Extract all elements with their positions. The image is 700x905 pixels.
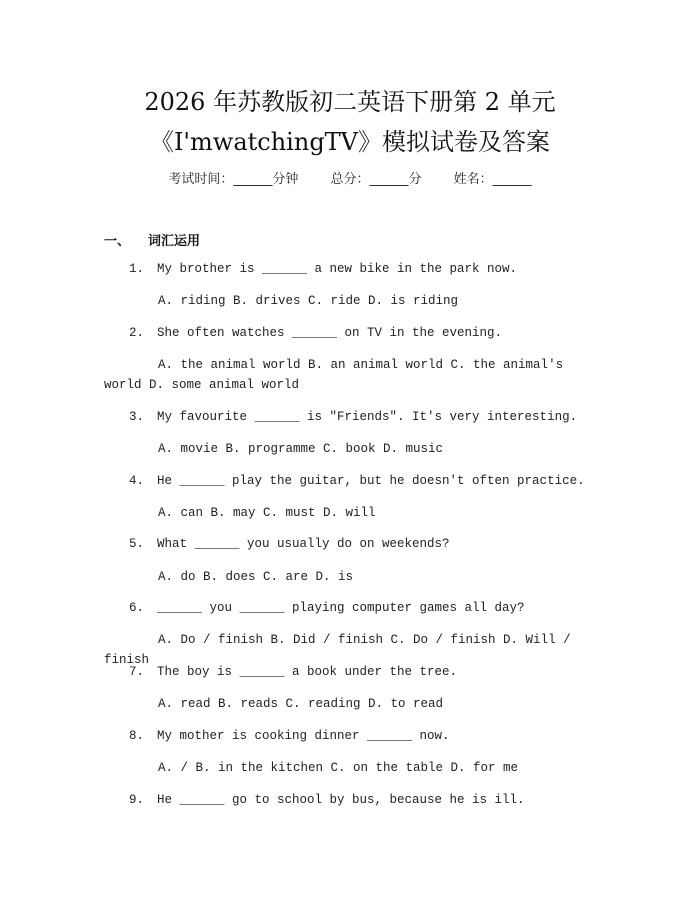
question-number: 1. — [129, 262, 145, 276]
question-options: A. the animal world B. an animal world C. the animal's world D. some animal world — [104, 358, 564, 392]
question-text: My brother is ______ a new bike in the park now. — [157, 262, 518, 276]
exam-time-field: 考试时间：______分钟 — [168, 172, 299, 187]
question-text: She often watches ______ on TV in the evening. — [157, 326, 503, 340]
question-text: My favourite ______ is "Friends". It's very interesting. — [157, 410, 578, 424]
question-number: 5. — [129, 537, 145, 551]
question-options: A. / B. in the kitchen C. on the table D. for me — [158, 761, 519, 775]
question-number: 6. — [129, 601, 145, 615]
question-item — [129, 729, 599, 743]
section-title: 词汇运用 — [148, 234, 201, 249]
question-item — [129, 601, 599, 615]
question-text: He ______ play the guitar, but he doesn't often practice. — [157, 474, 585, 488]
page-title-line2: 《I'mwatchingTV》模拟试卷及答案 — [149, 128, 551, 156]
question-item — [129, 665, 599, 679]
section-number: 一、 — [104, 234, 131, 249]
question-options: A. movie B. programme C. book D. music — [158, 442, 444, 456]
question-item — [129, 474, 599, 488]
total-score-field: 总分：______分 — [330, 172, 422, 187]
question-number: 3. — [129, 410, 145, 424]
question-text: He ______ go to school by bus, because he is ill. — [157, 793, 525, 807]
question-item — [129, 410, 599, 424]
question-item — [129, 537, 599, 551]
question-number: 7. — [129, 665, 145, 679]
exam-info — [0, 168, 700, 187]
page-title-line1: 2026 年苏教版初二英语下册第 2 单元 — [144, 88, 556, 116]
student-name-field: 姓名：______ — [453, 172, 532, 187]
question-item — [129, 326, 599, 340]
question-item — [129, 793, 599, 807]
question-options: A. do B. does C. are D. is — [158, 570, 354, 584]
question-options: A. riding B. drives C. ride D. is riding — [158, 294, 459, 308]
question-text: What ______ you usually do on weekends? — [157, 537, 450, 551]
question-number: 2. — [129, 326, 145, 340]
question-number: 9. — [129, 793, 145, 807]
question-options: A. read B. reads C. reading D. to read — [158, 697, 444, 711]
question-text: My mother is cooking dinner ______ now. — [157, 729, 450, 743]
section-heading — [104, 230, 200, 249]
question-options: A. can B. may C. must D. will — [158, 506, 376, 520]
question-options: A. Do / finish B. Did / finish C. Do / finish D. Will / finish — [104, 633, 571, 667]
question-number: 8. — [129, 729, 145, 743]
question-text: ______ you ______ playing computer games all day? — [157, 601, 525, 615]
question-item — [129, 262, 599, 276]
question-text: The boy is ______ a book under the tree. — [157, 665, 458, 679]
question-number: 4. — [129, 474, 145, 488]
